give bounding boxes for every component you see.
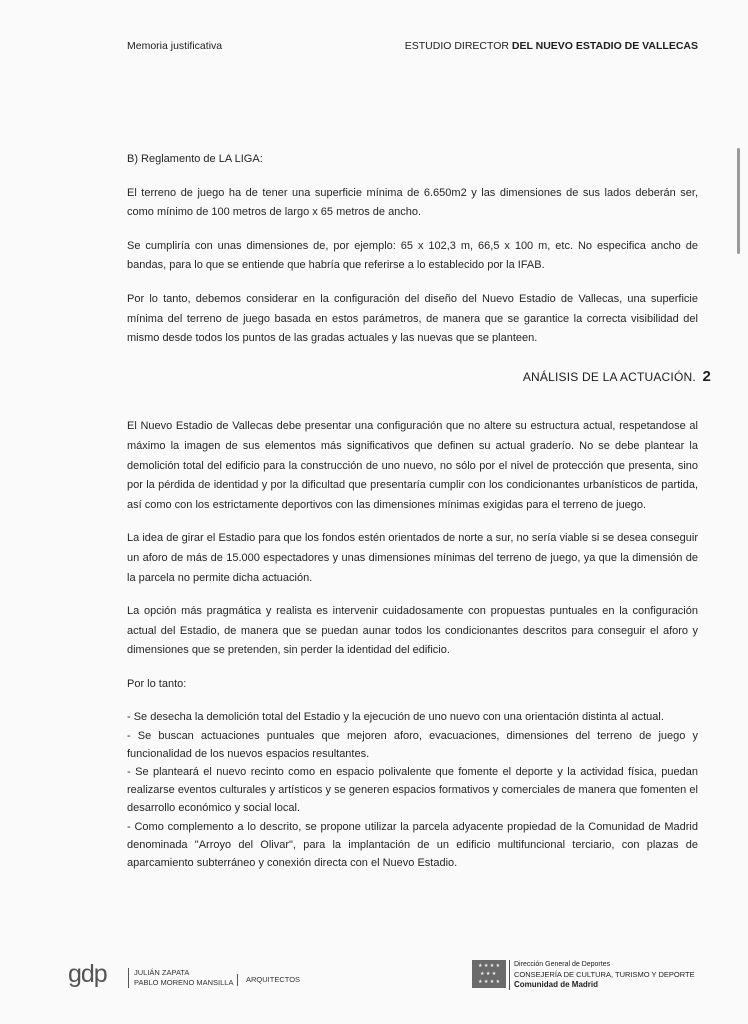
footer xyxy=(0,958,748,998)
cm-line: CONSEJERÍA DE CULTURA, TURISMO Y DEPORTE xyxy=(514,970,695,979)
section-number: 2 xyxy=(702,367,711,385)
paragraph: Por lo tanto, debemos considerar en la configuración del diseño del Nuevo Estadio de Vallecas, una superficie mínima del terreno de juego basada en estos parámetros, de manera que se garantice la correcta visibilidad del mismo desde todos los puntos de las gradas actuales y las nuevas que se planteen. xyxy=(127,292,698,345)
bullet-list xyxy=(127,708,698,872)
list-item: - Como complemento a lo descrito, se propone utilizar la parcela adyacente propiedad de la Comunidad de Madrid denominada "Arroyo del Olivar", para la implantación de un edificio multifuncional terciario, con plazas de aparcamiento subterráneo y conexión directa con el Nuevo Estadio. xyxy=(127,820,698,870)
paragraph: El terreno de juego ha de tener una superficie mínima de 6.650m2 y las dimensiones de sus lados deberán ser, como mínimo de 100 metros de largo x 65 metros de ancho. xyxy=(127,186,698,219)
header-right-bold: DEL NUEVO ESTADIO DE VALLECAS xyxy=(511,40,698,52)
paragraph: El Nuevo Estadio de Vallecas debe presentar una configuración que no altere su estructura actual, respetandose al máximo la imagen de sus elementos más significativos que definen su actual graderío. No se debe plantear la demolición total del edificio para la construcción de uno nuevo, no sólo por el nivel de protección que presenta, sino por la pérdida de identidad y por la dificultad que presentaría cumplir con los condicionantes urbanísticos de partida, así como con los estrictamente deportivos con las dimensiones mínimas exigidas para el terreno de juego. xyxy=(127,420,698,511)
header-right xyxy=(405,40,698,52)
paragraph: Por lo tanto: xyxy=(127,677,187,690)
paragraph: La idea de girar el Estadio para que los fondos estén orientados de norte a sur, no sería viable si se desea conseguir un aforo de más de 15.000 espectadores y unas dimensiones mínimas del terreno de juego, ya que la dimensión de la parcela no permite dicha actuación. xyxy=(127,532,698,584)
list-item: - Se buscan actuaciones puntuales que mejoren aforo, evacuaciones, dimensiones del terreno de juego y funcionalidad de los nuevos espacios resultantes. xyxy=(127,729,698,760)
document-body xyxy=(127,150,711,872)
comunidad-madrid-credits xyxy=(509,960,695,990)
architect-name: PABLO MORENO MANSILLA xyxy=(134,978,234,987)
architect-name: JULIÁN ZAPATA xyxy=(134,968,190,977)
cm-line: Dirección General de Deportes xyxy=(514,961,611,968)
paragraph: La opción más pragmática y realista es intervenir cuidadosamente con propuestas puntuales en la configuración actual del Estadio, de manera que se puedan aunar todos los condicionantes descritos para conseguir el aforo y dimensiones que se pretenden, sin perder la identidad del edificio. xyxy=(127,605,698,657)
section-title xyxy=(127,367,711,388)
arquitectos-label: ARQUITECTOS xyxy=(237,974,300,986)
list-item: - Se desecha la demolición total del Estadio y la ejecución de uno nuevo con una orientación distinta al actual. xyxy=(127,711,664,724)
scrollbar[interactable] xyxy=(737,148,740,254)
gdp-logo: gdp xyxy=(68,960,107,988)
cm-line: Comunidad de Madrid xyxy=(514,980,598,989)
paragraph: Se cumpliría con unas dimensiones de, por ejemplo: 65 x 102,3 m, 66,5 x 100 m, etc. No especifica ancho de bandas, para lo que se entiende que habría que referirse a lo establecido por la IFAB. xyxy=(127,239,698,272)
header-left: Memoria justificativa xyxy=(127,40,223,52)
list-item: - Se planteará el nuevo recinto como en espacio polivalente que fomente el deporte y la actividad física, puedan realizarse eventos culturales y artísticos y se generen espacios formativos y comerciales de manera que fomenten el desarrollo económico y social local. xyxy=(127,766,698,815)
paragraph: B) Reglamento de LA LIGA: xyxy=(127,153,263,165)
madrid-flag-icon: ★ ★ ★ ★ ★ ★ ★ ★ ★ ★ ★ xyxy=(472,960,506,988)
architect-names xyxy=(128,968,233,988)
section-title-text: ANÁLISIS DE LA ACTUACIÓN. xyxy=(522,369,696,384)
header-right-prefix: ESTUDIO DIRECTOR xyxy=(404,40,509,52)
